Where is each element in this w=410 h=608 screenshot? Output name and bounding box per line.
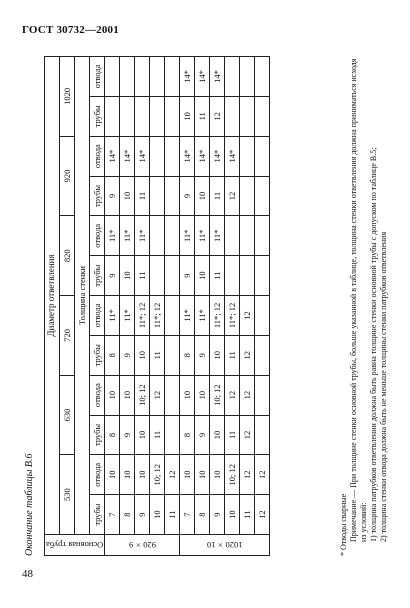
table-cell (255, 176, 270, 216)
table-cell: 14* (180, 57, 195, 97)
table-cell: 8 (195, 495, 210, 535)
table-body (105, 57, 270, 556)
table-cell: 9 (105, 176, 120, 216)
col-bend: отвода (90, 296, 105, 336)
table-row (165, 57, 180, 556)
table-cell: 10 (210, 455, 225, 495)
table-cell (150, 256, 165, 296)
table-cell: 9 (180, 176, 195, 216)
table-cell: 12 (255, 455, 270, 495)
subheader-row (90, 57, 105, 556)
group-label: 1020×10 (180, 535, 270, 556)
col-pipe: трубы (90, 335, 105, 375)
table-cell: 11 (195, 96, 210, 136)
table-cell: 14* (225, 136, 240, 176)
table-row (120, 57, 135, 556)
table-cell: 10; 12 (135, 375, 150, 415)
table-cell: 11* (195, 216, 210, 256)
note-item-1: 1) толщина патрубков ответвлении должна быть равна толщине стенки основной трубы с допуском по таблице В.5; (369, 147, 378, 542)
table-cell: 12 (225, 176, 240, 216)
table-cell: 11 (135, 176, 150, 216)
table-cell: 7 (180, 495, 195, 535)
table-cell (165, 375, 180, 415)
table-cell: 10 (195, 176, 210, 216)
table-cell (105, 96, 120, 136)
table-cell: 10 (135, 415, 150, 455)
page-header: ГОСТ 30732—2001 (22, 24, 119, 36)
note-primary: Примечание — При толщине стенки основной трубы, больше указанной в таблице, толщина стенки ответвления должна приниматься исходя из условий: (349, 58, 368, 542)
table-cell: 10; 12 (150, 455, 165, 495)
table-cell: 10 (195, 455, 210, 495)
note-item-2: 2) толщина стенки отвода должна быть не меньше толщины стенки патрубков ответвления (379, 231, 388, 542)
table-cell: 11 (225, 335, 240, 375)
table-cell: 12 (225, 375, 240, 415)
table-cell: 11* (180, 216, 195, 256)
table-cell (255, 296, 270, 336)
table-cell (135, 96, 150, 136)
table-cell: 10 (120, 375, 135, 415)
table-cell (240, 96, 255, 136)
notes (339, 56, 389, 556)
table-cell (165, 96, 180, 136)
table-cell (225, 57, 240, 97)
table-cell (165, 296, 180, 336)
table-cell: 10 (180, 455, 195, 495)
diameter-820: 820 (60, 216, 75, 296)
table-cell: 11*; 12 (135, 296, 150, 336)
table-row (135, 57, 150, 556)
table-cell: 11* (105, 216, 120, 256)
wall-thickness-header: Толщина стенки (75, 57, 90, 535)
table-cell: 7 (105, 495, 120, 535)
table-cell (105, 57, 120, 97)
table-cell (240, 57, 255, 97)
col-pipe: трубы (90, 256, 105, 296)
table-cell: 14* (195, 136, 210, 176)
table-cell: 11 (210, 256, 225, 296)
table-cell: 14* (210, 136, 225, 176)
table-cell: 12 (255, 495, 270, 535)
table-cell: 10 (105, 375, 120, 415)
table-cell: 11 (135, 256, 150, 296)
data-table (44, 56, 270, 556)
table-cell: 11 (240, 495, 255, 535)
table-cell (255, 415, 270, 455)
table-row (195, 57, 210, 556)
col-bend: отвода (90, 216, 105, 256)
col-pipe: трубы (90, 176, 105, 216)
table-cell: 10 (195, 256, 210, 296)
table-cell: 8 (120, 495, 135, 535)
diameter-1020: 1020 (60, 57, 75, 137)
table-cell: 10 (135, 335, 150, 375)
branch-diameter-header: Диаметр ответвления (45, 57, 60, 535)
table-cell: 8 (105, 335, 120, 375)
table-cell (120, 96, 135, 136)
table-cell: 12 (210, 96, 225, 136)
table-cell (150, 216, 165, 256)
table-cell (120, 57, 135, 97)
table-cell: 11* (210, 216, 225, 256)
table-cell: 10 (225, 495, 240, 535)
table-cell: 9 (195, 415, 210, 455)
col-bend: отвода (90, 375, 105, 415)
table-cell (255, 96, 270, 136)
table-cell: 10 (180, 96, 195, 136)
table-cell: 11 (150, 415, 165, 455)
table-cell: 14* (195, 57, 210, 97)
table-cell (255, 57, 270, 97)
table-cell (150, 96, 165, 136)
table-cell: 8 (105, 415, 120, 455)
table-cell: 8 (180, 415, 195, 455)
table-cell (165, 415, 180, 455)
table-cell: 8 (180, 335, 195, 375)
table-cell (255, 256, 270, 296)
table-cell: 12 (240, 335, 255, 375)
table-cell (150, 136, 165, 176)
table-cell: 10 (120, 455, 135, 495)
table-row (150, 57, 165, 556)
table-cell: 11* (180, 296, 195, 336)
col-bend: отвода (90, 57, 105, 97)
table-cell (135, 57, 150, 97)
table-cell: 14* (120, 136, 135, 176)
table-row (210, 57, 225, 556)
table-caption: Окончание таблицы В.6 (24, 453, 35, 556)
table-cell: 11* (195, 296, 210, 336)
table-cell: 9 (195, 335, 210, 375)
table-cell (225, 256, 240, 296)
diameter-530: 530 (60, 455, 75, 535)
table-cell: 12 (240, 455, 255, 495)
group-label: 920×9 (105, 535, 180, 556)
table-cell: 10 (120, 256, 135, 296)
table-cell: 11* (120, 216, 135, 256)
table-row (240, 57, 255, 556)
table-cell: 11*; 12 (150, 296, 165, 336)
table-cell (240, 136, 255, 176)
table-cell: 11 (165, 495, 180, 535)
table-cell: 10 (135, 455, 150, 495)
table-cell: 12 (240, 375, 255, 415)
table-cell: 10 (180, 375, 195, 415)
rotated-content (22, 56, 392, 556)
table-cell: 10 (150, 495, 165, 535)
col-bend: отвода (90, 136, 105, 176)
table-cell: 9 (135, 495, 150, 535)
table-cell: 10 (210, 415, 225, 455)
table-cell: 14* (135, 136, 150, 176)
table-cell: 11 (225, 415, 240, 455)
table-cell: 10 (195, 375, 210, 415)
table-cell: 11* (105, 296, 120, 336)
col-bend: отвода (90, 455, 105, 495)
table-cell (165, 57, 180, 97)
table-cell (255, 216, 270, 256)
table-cell: 12 (150, 375, 165, 415)
table-cell: 9 (105, 256, 120, 296)
diameter-row (60, 57, 75, 556)
table-cell: 14* (180, 136, 195, 176)
table-row (180, 57, 195, 556)
table-cell (240, 216, 255, 256)
table-cell (225, 216, 240, 256)
table-row (255, 57, 270, 556)
table-cell: 11* (135, 216, 150, 256)
table-cell: 11*; 12 (210, 296, 225, 336)
table-cell: 9 (120, 335, 135, 375)
table-cell: 11*; 12 (225, 296, 240, 336)
table-cell: 11* (120, 296, 135, 336)
table-cell: 10; 12 (210, 375, 225, 415)
table-cell (255, 375, 270, 415)
table-cell (240, 176, 255, 216)
table-row (225, 57, 240, 556)
diameter-720: 720 (60, 296, 75, 376)
table-cell: 11 (210, 176, 225, 216)
table-cell: 14* (105, 136, 120, 176)
table-cell (240, 256, 255, 296)
table-cell: 12 (240, 296, 255, 336)
page-number: 48 (22, 568, 33, 580)
table-cell: 9 (210, 495, 225, 535)
main-pipe-header: Основная труба (45, 535, 105, 556)
table-cell: 12 (240, 415, 255, 455)
table-cell: 10 (120, 176, 135, 216)
table-cell: 14* (210, 57, 225, 97)
table-cell: 9 (120, 415, 135, 455)
col-pipe: трубы (90, 415, 105, 455)
diameter-920: 920 (60, 136, 75, 216)
table-cell: 11 (150, 335, 165, 375)
table-cell (255, 335, 270, 375)
table-cell (165, 256, 180, 296)
table-cell (255, 136, 270, 176)
table-cell: 10 (210, 335, 225, 375)
table-cell: 10 (105, 455, 120, 495)
table-cell: 10; 12 (225, 455, 240, 495)
table-cell (165, 335, 180, 375)
col-pipe: трубы (90, 495, 105, 535)
table-cell (165, 216, 180, 256)
note-star: * Отводы сварные (339, 493, 348, 556)
table-cell: 12 (165, 455, 180, 495)
table-cell (165, 136, 180, 176)
table-row (105, 57, 120, 556)
table-cell (150, 176, 165, 216)
table-cell (150, 57, 165, 97)
col-pipe: трубы (90, 96, 105, 136)
table-cell (165, 176, 180, 216)
table-cell (225, 96, 240, 136)
table-cell: 9 (180, 256, 195, 296)
diameter-630: 630 (60, 375, 75, 455)
